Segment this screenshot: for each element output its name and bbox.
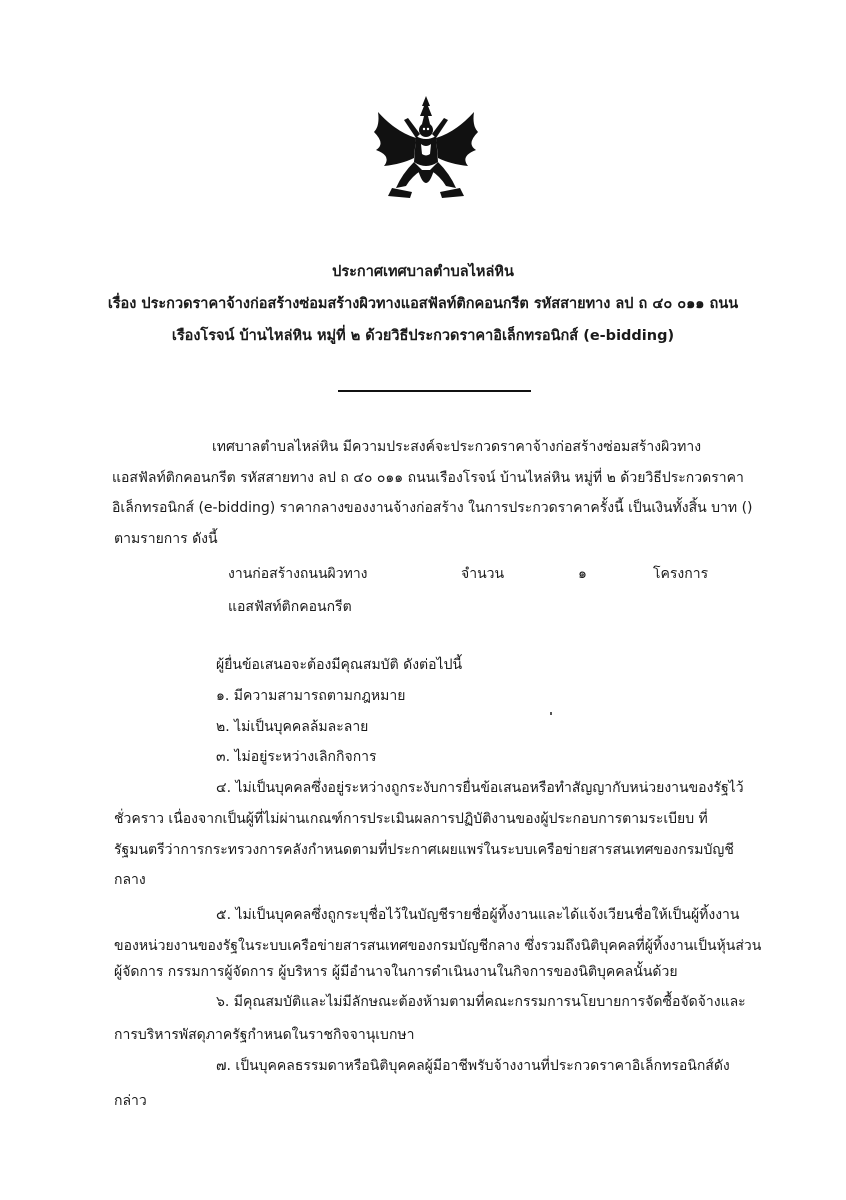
qualification-item: ๓. ไม่อยู่ระหว่างเลิกกิจการ xyxy=(216,749,377,765)
title-divider xyxy=(338,390,531,392)
qualification-item: การบริหารพัสดุภาครัฐกำหนดในราชกิจจานุเบกษา xyxy=(114,1027,415,1043)
qualification-item: กลาง xyxy=(114,872,146,888)
subject-line-1: เรื่อง ประกวดราคาจ้างก่อสร้างซ่อมสร้างผิวทางแอสฟัลท์ติกคอนกรีต รหัสสายทาง ลป ถ ๔๐ ๐๑๑ ถนน xyxy=(107,296,739,312)
scan-speck xyxy=(550,712,552,715)
qualification-item: ๑. มีความสามารถตามกฎหมาย xyxy=(216,688,406,704)
qualification-item: ๔. ไม่เป็นบุคคลซึ่งอยู่ระหว่างถูกระงับการยื่นข้อเสนอหรือทำสัญญากับหน่วยงานของรัฐไว้ xyxy=(216,780,744,796)
item-name-continued: แอสฟัสท์ติกคอนกรีต xyxy=(228,599,352,615)
item-quantity-value: ๑ xyxy=(578,566,587,582)
intro-line: แอสฟัลท์ติกคอนกรีต รหัสสายทาง ลป ถ ๔๐ ๐๑๑ ถนนเรืองโรจน์ บ้านไหล่หิน หมู่ที่ ๒ ด้วยวิธีประกวดราคา xyxy=(112,470,744,486)
item-name: งานก่อสร้างถนนผิวทาง xyxy=(228,566,368,582)
subject-line-2: เรืองโรจน์ บ้านไหล่หิน หมู่ที่ ๒ ด้วยวิธีประกวดราคาอิเล็กทรอนิกส์ (e-bidding) xyxy=(171,328,675,344)
item-unit: โครงการ xyxy=(653,566,709,582)
qualification-item: รัฐมนตรีว่าการกระทรวงการคลังกำหนดตามที่ประกาศเผยแพร่ในระบบเครือข่ายสารสนเทศของกรมบัญชี xyxy=(114,842,734,858)
intro-line: ตามรายการ ดังนี้ xyxy=(114,531,218,547)
qualification-item: ๗. เป็นบุคคลธรรมดาหรือนิติบุคคลผู้มีอาชีพรับจ้างงานที่ประกวดราคาอิเล็กทรอนิกส์ดัง xyxy=(216,1058,730,1074)
garuda-emblem-icon xyxy=(366,92,486,212)
qualification-item: ๕. ไม่เป็นบุคคลซึ่งถูกระบุชื่อไว้ในบัญชีรายชื่อผู้ทิ้งงานและได้แจ้งเวียนชื่อให้เป็นผู้ทิ้งงาน xyxy=(216,907,740,923)
qualification-item: ชั่วคราว เนื่องจากเป็นผู้ที่ไม่ผ่านเกณฑ์การประเมินผลการปฏิบัติงานของผู้ประกอบการตามระเบียบ ที่ xyxy=(114,811,708,827)
qualification-item: ๒. ไม่เป็นบุคคลล้มละลาย xyxy=(216,719,369,735)
intro-line: เทศบาลตำบลไหล่หิน มีความประสงค์จะประกวดราคาจ้างก่อสร้างซ่อมสร้างผิวทาง xyxy=(212,439,702,455)
qualification-item: ๖. มีคุณสมบัติและไม่มีลักษณะต้องห้ามตามที่คณะกรรมการนโยบายการจัดซื้อจัดจ้างและ xyxy=(216,994,746,1010)
qualification-item: ของหน่วยงานของรัฐในระบบเครือข่ายสารสนเทศของกรมบัญชีกลาง ซึ่งรวมถึงนิติบุคคลที่ผู้ทิ้งงานเป็นหุ้นส่วน xyxy=(114,938,762,954)
qualifications-heading: ผู้ยื่นข้อเสนอจะต้องมีคุณสมบัติ ดังต่อไปนี้ xyxy=(216,657,463,673)
qualification-item: กล่าว xyxy=(114,1093,147,1109)
qualification-item: ผู้จัดการ กรรมการผู้จัดการ ผู้บริหาร ผู้มีอำนาจในการดำเนินงานในกิจการของนิติบุคคลนั้นด้วย xyxy=(114,964,678,980)
intro-line: อิเล็กทรอนิกส์ (e-bidding) ราคากลางของงานจ้างก่อสร้าง ในการประกวดราคาครั้งนี้ เป็นเงินทั้งสิ้น บาท () xyxy=(112,500,753,516)
page-title: ประกาศเทศบาลตำบลไหล่หิน xyxy=(332,264,514,280)
item-quantity-label: จำนวน xyxy=(461,566,505,582)
